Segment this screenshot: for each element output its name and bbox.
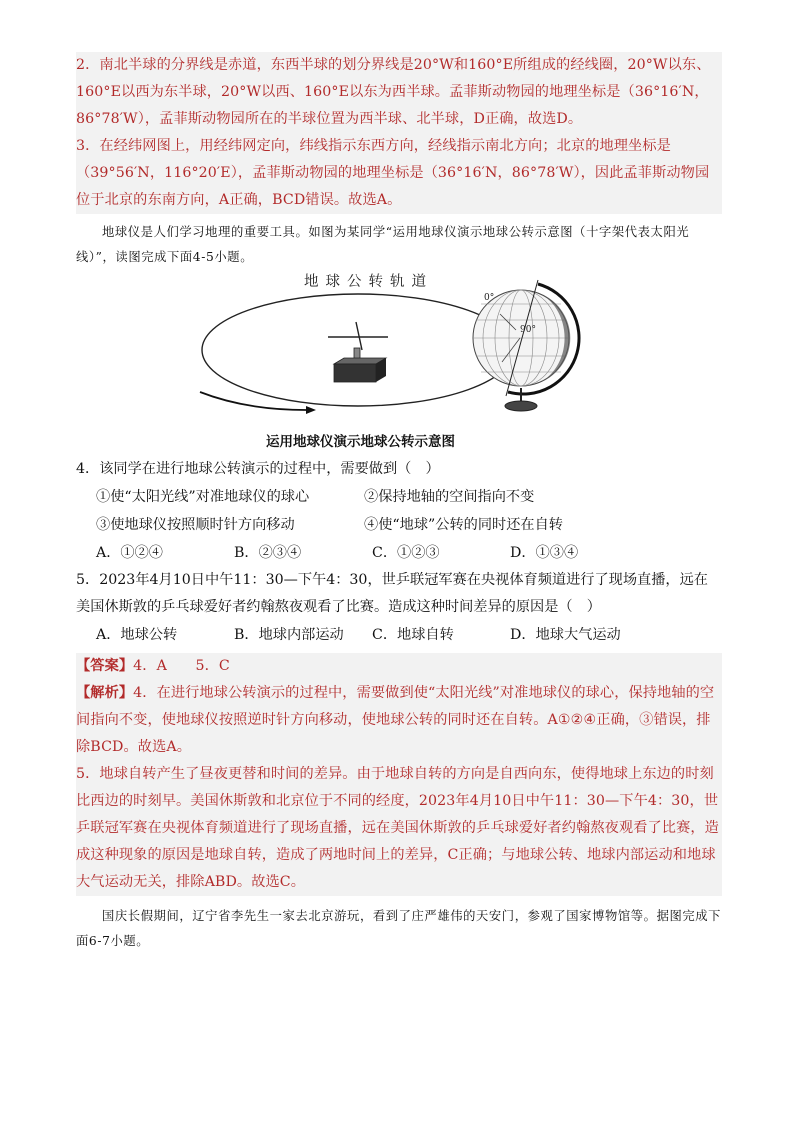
q5-option-b: B．地球内部运动 xyxy=(234,627,344,643)
answer-explanation-2-3 xyxy=(76,52,722,214)
figure-caption: 运用地球仪演示地球公转示意图 xyxy=(266,434,455,450)
intro-6-7: 国庆长假期间，辽宁省李先生一家去北京游玩，看到了庄严雄伟的天安门，参观了国家博物馆等。据图完成下面6-7小题。 xyxy=(76,909,722,948)
answer-tag: 【答案】 xyxy=(76,658,134,674)
q4-option-b: B．②③④ xyxy=(234,545,302,561)
q4-statement-1: ①使“太阳光线”对准地球仪的球心 xyxy=(96,489,310,505)
q4-statement-3: ③使地球仪按照顺时针方向移动 xyxy=(96,517,295,533)
question-4-stem: 4．该同学在进行地球公转演示的过程中，需要做到（ ） xyxy=(76,461,440,477)
globe-revolution-diagram xyxy=(76,270,722,456)
question-5-stem: 5．2023年4月10日中午11：30—下午4：30，世乒联冠军赛在央视体育频道进行了现场直播，远在美国休斯敦的乒乓球爱好者约翰熬夜观看了比赛。造成这种时间差异的原因是（ ） xyxy=(76,572,708,615)
arrow-head xyxy=(306,406,316,414)
q5-option-c: C．地球自转 xyxy=(372,627,454,643)
globe-stand-base xyxy=(505,401,537,411)
analysis-q4-text: 4．在进行地球公转演示的过程中，需要做到使“太阳光线”对准地球仪的球心，保持地轴的空间指向不变，使地球仪按照逆时针方向移动，使地球公转的同时还在自转。A①②④正确，③错误，排除BCD。故选A。 xyxy=(76,685,715,755)
q4-statements-row-2 xyxy=(76,511,722,539)
label-0-deg: 0° xyxy=(484,293,495,303)
q4-statement-4: ④使“地球”公转的同时还在自转 xyxy=(364,517,563,533)
q5-option-d: D．地球大气运动 xyxy=(510,627,621,643)
q4-options xyxy=(76,539,722,567)
base-front xyxy=(334,364,376,382)
explanation-q2: 2．南北半球的分界线是赤道，东西半球的划分界线是20°W和160°E所组成的经线圈，20°W以东、160°E以西为东半球，20°W以西、160°E以东为西半球。孟菲斯动物园的地理坐标是（36°16′N，86°78′W），孟菲斯动物园所在的半球位置为西半球、北半球，D正确，故选D。 xyxy=(76,57,711,127)
q4-statement-2: ②保持地轴的空间指向不变 xyxy=(364,489,535,505)
analysis-tag: 【解析】 xyxy=(76,685,134,701)
q4-statements-row-1 xyxy=(76,483,722,511)
globe-revolution-figure xyxy=(76,270,722,456)
answer-text: 4．A 5．C xyxy=(133,658,230,674)
answer-line xyxy=(76,653,722,680)
cross-vertical xyxy=(356,322,362,350)
q4-option-c: C．①②③ xyxy=(372,545,440,561)
q4-option-a: A．①②④ xyxy=(96,545,163,561)
intro-4-5: 地球仪是人们学习地理的重要工具。如图为某同学“运用地球仪演示地球公转示意图（十字架代表太阳光线）”，读图完成下面4-5小题。 xyxy=(76,225,690,264)
q4-option-d: D．①③④ xyxy=(510,545,579,561)
answer-explanation-4-5 xyxy=(76,653,722,896)
document-page xyxy=(76,52,722,954)
analysis-q4 xyxy=(76,680,722,761)
q5-option-a: A．地球公转 xyxy=(96,627,178,643)
q5-options xyxy=(76,621,722,649)
explanation-q3: 3．在经纬网图上，用经纬网定向，纬线指示东西方向，经线指示南北方向；北京的地理坐标是（39°56′N，116°20′E），孟菲斯动物园的地理坐标是（36°16′N，86°78′W），因此孟菲斯动物园位于北京的东南方向，A正确，BCD错误。故选A。 xyxy=(76,138,710,208)
analysis-q5: 5．地球自转产生了昼夜更替和时间的差异。由于地球自转的方向是自西向东，使得地球上东边的时刻比西边的时刻早。美国休斯敦和北京位于不同的经度，2023年4月10日中午11：30—下午4：30，世乒联冠军赛在央视体育频道进行了现场直播，远在美国休斯敦的乒乓球爱好者约翰熬夜观看了比赛，造成这种现象的原因是地球自转，造成了两地时间上的差异，C正确；与地球公转、地球内部运动和地球大气运动无关，排除ABD。故选C。 xyxy=(76,766,719,890)
label-90-deg: 90° xyxy=(520,325,536,335)
orbit-label: 地球公转轨道 xyxy=(304,274,433,290)
